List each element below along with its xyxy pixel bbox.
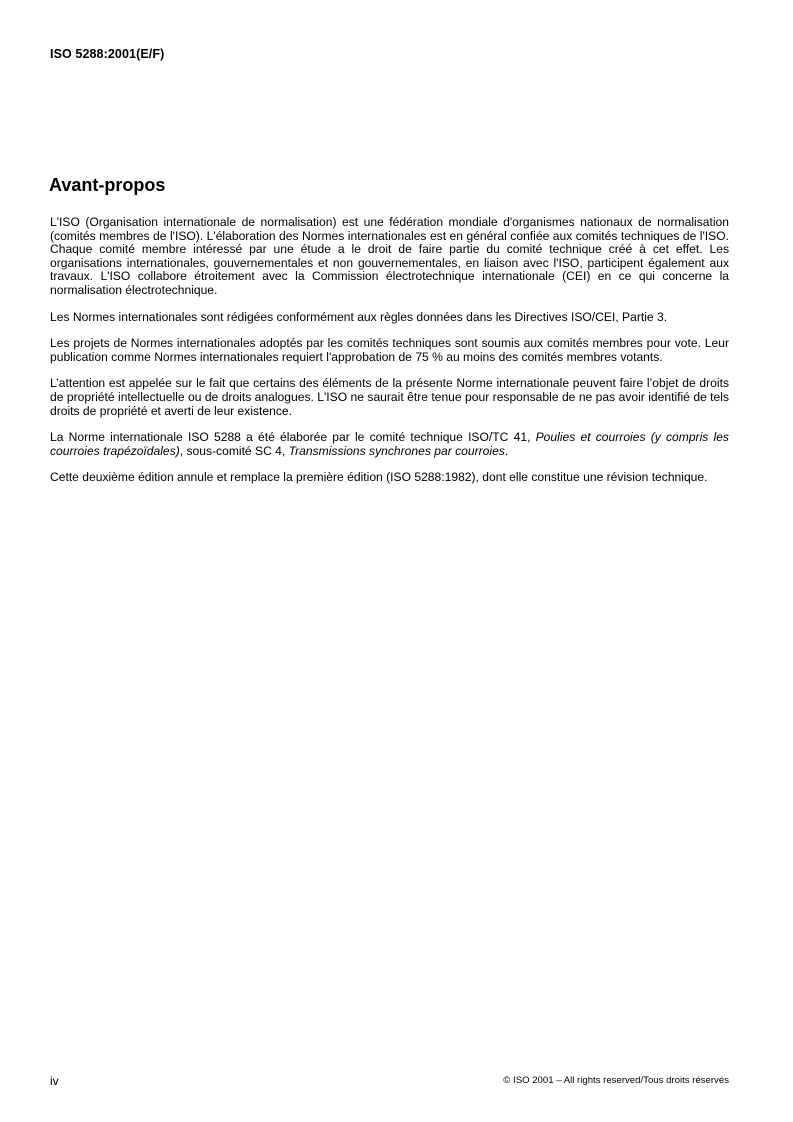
document-identifier: ISO 5288:2001(E/F): [50, 47, 165, 61]
paragraph-directives: Les Normes internationales sont rédigées conformément aux règles données dans les Directives ISO/CEI, Partie 3.: [50, 309, 668, 324]
committee-text-part3: .: [504, 443, 509, 458]
paragraph-iso-organisation: L'ISO (Organisation internationale de normalisation) est une fédération mondiale d'organismes nationaux de normalisation (comités membres de l'ISO). L'élaboration des Normes internationales est en général confiée aux comités techniques de l'ISO. Chaque comité membre intéressé par une étude a le droit de faire partie du comité technique créé à cet effet. Les organisations internationales, gouvernementales et non gouvernementales, en liaison avec l'ISO, participent également aux travaux. L'ISO collabore étroitement avec la Commission électrotechnique internationale (CEI) en ce qui concerne la normalisation électrotechnique.: [50, 215, 729, 297]
committee-text-part2: , sous-comité SC 4,: [179, 443, 289, 458]
paragraph-patent-rights: L’attention est appelée sur le fait que certains des éléments de la présente Norme internationale peuvent faire l’objet de droits de propriété intellectuelle ou de droits analogues. L'ISO ne saurait être tenue pour responsable de ne pas avoir identifié de tels droits de propriété et averti de leur existence.: [50, 376, 729, 418]
paragraph-voting: Les projets de Normes internationales adoptés par les comités techniques sont soumis aux comités membres pour vote. Leur publication comme Normes internationales requiert l'approbation de 75 % au moins des comités membres votants.: [50, 336, 729, 364]
subcommittee-title: Transmissions synchrones par courroies: [288, 443, 505, 458]
page-number: iv: [50, 1074, 59, 1088]
paragraph-committee: [50, 431, 729, 458]
copyright-notice: © ISO 2001 – All rights reserved/Tous droits réservés: [503, 1075, 729, 1086]
paragraph-edition: Cette deuxième édition annule et remplace la première édition (ISO 5288:1982), dont elle constitue une révision technique.: [50, 470, 708, 485]
foreword-body: [50, 216, 729, 498]
committee-text-part1: La Norme internationale ISO 5288 a été élaborée par le comité technique ISO/TC 41,: [50, 430, 536, 445]
committee-title: Poulies et courroies (y compris les courroies trapézoïdales): [50, 430, 729, 458]
section-heading: Avant-propos: [49, 175, 166, 195]
